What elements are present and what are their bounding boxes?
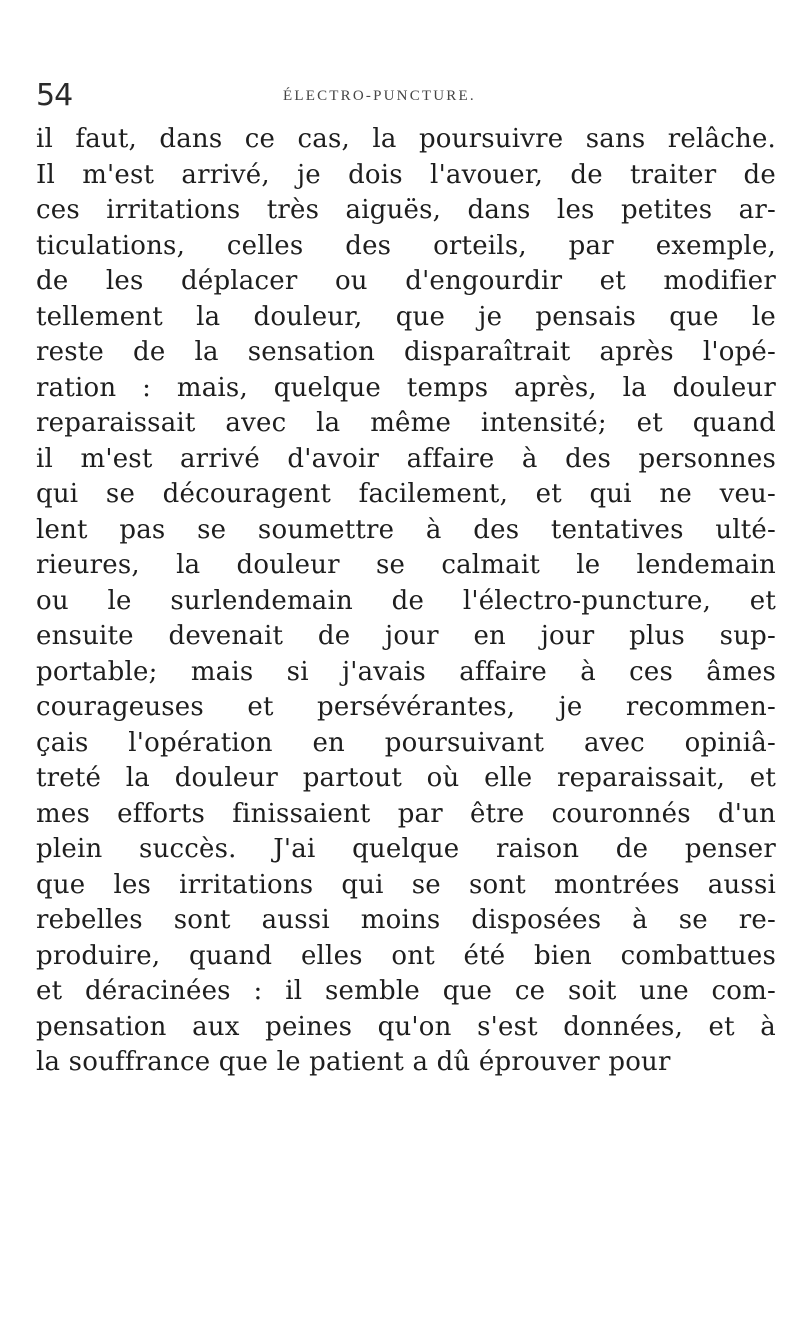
text-line: ou le surlendemain de l'électro-puncture, et [36,585,776,616]
text-line: rieures, la douleur se calmait le lendemain [36,550,776,580]
text-line: tellement la douleur, que je pensais que le [36,301,776,332]
text-line: produire, quand elles ont été bien combattues [36,940,776,971]
text-line: portable; mais si j'avais affaire à ces âmes [36,656,776,687]
text-line: ces irritations très aiguës, dans les petites ar- [36,195,776,225]
text-line: pensation aux peines qu'on s'est données, et à [36,1011,776,1042]
text-line: reparaissait avec la même intensité; et quand [36,408,776,438]
text-line: plein succès. J'ai quelque raison de penser [36,834,776,864]
text-line: treté la douleur partout où elle reparaissait, et [36,763,776,793]
running-title: ÉLECTRO-PUNCTURE. [283,88,476,104]
text-line: çais l'opération en poursuivant avec opiniâ- [36,727,776,758]
text-line: ticulations, celles des orteils, par exemple, [36,230,776,261]
text-line: il m'est arrivé d'avoir affaire à des personnes [36,443,776,474]
text-line: ensuite devenait de jour en jour plus sup- [36,621,776,651]
text-line: la souffrance que le patient a dû éprouver pour [36,1047,671,1077]
text-line: il faut, dans ce cas, la poursuivre sans relâche. [36,124,776,154]
page-header [36,78,776,114]
text-line: mes efforts finissaient par être couronnés d'un [36,798,776,829]
text-line: et déracinées : il semble que ce soit une com- [36,976,776,1006]
page-number: 54 [36,78,73,113]
text-line: Il m'est arrivé, je dois l'avouer, de traiter de [36,159,776,190]
text-line: de les déplacer ou d'engourdir et modifier [36,266,776,296]
text-line: qui se découragent facilement, et qui ne veu- [36,479,776,509]
body-text [36,122,776,1081]
text-line: rebelles sont aussi moins disposées à se re- [36,905,776,935]
text-line: reste de la sensation disparaîtrait après l'opé- [36,337,776,367]
text-line: lent pas se soumettre à des tentatives ulté- [36,514,776,545]
text-line: ration : mais, quelque temps après, la douleur [36,372,776,403]
text-line: courageuses et persévérantes, je recommen- [36,692,776,722]
text-line: que les irritations qui se sont montrées aussi [36,869,776,900]
